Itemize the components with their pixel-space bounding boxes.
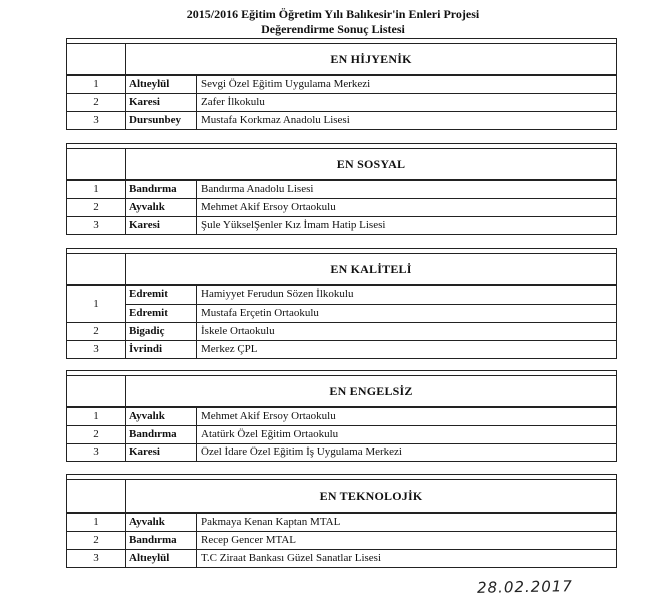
table-row xyxy=(67,198,616,216)
district-cell: Edremit xyxy=(126,286,197,304)
school-cell: Recep Gencer MTAL xyxy=(201,534,297,546)
school-cell: Hamiyyet Ferudun Sözen İlkokulu xyxy=(201,288,354,300)
table-row xyxy=(67,549,616,567)
district-cell: Dursunbey xyxy=(126,112,197,129)
section-header xyxy=(66,43,617,75)
school-cell: Sevgi Özel Eğitim Uygulama Merkezi xyxy=(201,78,371,90)
merged-rank-group xyxy=(67,285,616,322)
school-cell: Özel İdare Özel Eğitim İş Uygulama Merkezi xyxy=(201,446,402,458)
header-blank-cell xyxy=(67,376,126,406)
rank-cell: 3 xyxy=(67,341,126,358)
district-cell: Karesi xyxy=(126,94,197,111)
rank-cell: 3 xyxy=(67,550,126,567)
school-cell: Mehmet Akif Ersoy Ortaokulu xyxy=(201,201,336,213)
rank-cell: 2 xyxy=(67,199,126,216)
district-cell: Karesi xyxy=(126,217,197,234)
district-cell: Bandırma xyxy=(126,181,197,198)
section-header xyxy=(66,375,617,407)
school-cell: Bandırma Anadolu Lisesi xyxy=(201,183,314,195)
rank-cell: 3 xyxy=(67,112,126,129)
rank-cell: 2 xyxy=(67,323,126,340)
table-row xyxy=(67,75,616,93)
district-cell: Ayvalık xyxy=(126,514,197,531)
rank-cell: 2 xyxy=(67,532,126,549)
rank-cell: 1 xyxy=(67,76,126,93)
header-blank-cell xyxy=(67,44,126,74)
table-row xyxy=(67,513,616,531)
section-rows xyxy=(66,407,617,462)
section-title: EN KALİTELİ xyxy=(330,261,412,276)
school-cell: Merkez ÇPL xyxy=(201,343,258,355)
rank-cell: 2 xyxy=(67,426,126,443)
handwritten-date: 28.02.2017 xyxy=(476,577,574,597)
group-subrows xyxy=(126,286,616,322)
section-title: EN TEKNOLOJİK xyxy=(319,488,423,503)
section-en-engelsiz xyxy=(66,370,617,462)
document-subtitle: Değerendirme Sonuç Listesi xyxy=(261,22,405,36)
header-blank-cell xyxy=(67,254,126,284)
school-cell: Mehmet Akif Ersoy Ortaokulu xyxy=(201,410,336,422)
header-blank-cell xyxy=(67,480,126,512)
section-title: EN ENGELSİZ xyxy=(329,383,413,398)
section-rows xyxy=(66,513,617,568)
section-header xyxy=(66,479,617,513)
table-row xyxy=(67,407,616,425)
district-cell: Bandırma xyxy=(126,426,197,443)
district-cell: Ayvalık xyxy=(126,199,197,216)
section-title: EN SOSYAL xyxy=(336,156,406,171)
table-row xyxy=(67,443,616,461)
section-rows xyxy=(66,180,617,235)
table-row xyxy=(67,531,616,549)
district-cell: Karesi xyxy=(126,444,197,461)
section-rows xyxy=(66,285,617,359)
table-row xyxy=(67,322,616,340)
table-row xyxy=(67,111,616,129)
table-row xyxy=(67,340,616,358)
section-en-sosyal xyxy=(66,143,617,235)
section-title: EN HİJYENİK xyxy=(330,51,412,66)
section-header xyxy=(66,253,617,285)
rank-cell: 1 xyxy=(67,286,126,322)
school-cell: Şule YükselŞenler Kız İmam Hatip Lisesi xyxy=(201,219,386,231)
header-blank-cell xyxy=(67,149,126,179)
school-cell: Mustafa Erçetin Ortaokulu xyxy=(201,307,319,319)
school-cell: Atatürk Özel Eğitim Ortaokulu xyxy=(201,428,339,440)
district-cell: Altıeylül xyxy=(126,76,197,93)
rank-cell: 1 xyxy=(67,514,126,531)
district-cell: Altıeylül xyxy=(126,550,197,567)
table-row xyxy=(126,304,616,322)
table-row xyxy=(67,425,616,443)
school-cell: Pakmaya Kenan Kaptan MTAL xyxy=(201,516,341,528)
section-en-teknolojik xyxy=(66,474,617,568)
rank-cell: 1 xyxy=(67,408,126,425)
section-en-kaliteli xyxy=(66,248,617,359)
table-row xyxy=(67,93,616,111)
rank-cell: 2 xyxy=(67,94,126,111)
school-cell: Mustafa Korkmaz Anadolu Lisesi xyxy=(201,114,350,126)
district-cell: Bigadiç xyxy=(126,323,197,340)
rank-cell: 3 xyxy=(67,217,126,234)
district-cell: Ayvalık xyxy=(126,408,197,425)
district-cell: Bandırma xyxy=(126,532,197,549)
section-rows xyxy=(66,75,617,130)
rank-cell: 3 xyxy=(67,444,126,461)
district-cell: İvrindi xyxy=(126,341,197,358)
rank-cell: 1 xyxy=(67,181,126,198)
section-en-hijyenik xyxy=(66,38,617,130)
section-header xyxy=(66,148,617,180)
school-cell: T.C Ziraat Bankası Güzel Sanatlar Lisesi xyxy=(201,552,382,564)
district-cell: Edremit xyxy=(126,305,197,322)
table-row xyxy=(67,180,616,198)
table-row xyxy=(126,286,616,304)
school-cell: Zafer İlkokulu xyxy=(201,96,265,108)
school-cell: İskele Ortaokulu xyxy=(201,325,275,337)
document-title: 2015/2016 Eğitim Öğretim Yılı Balıkesir'in Enleri Projesi xyxy=(186,7,480,21)
table-row xyxy=(67,216,616,234)
